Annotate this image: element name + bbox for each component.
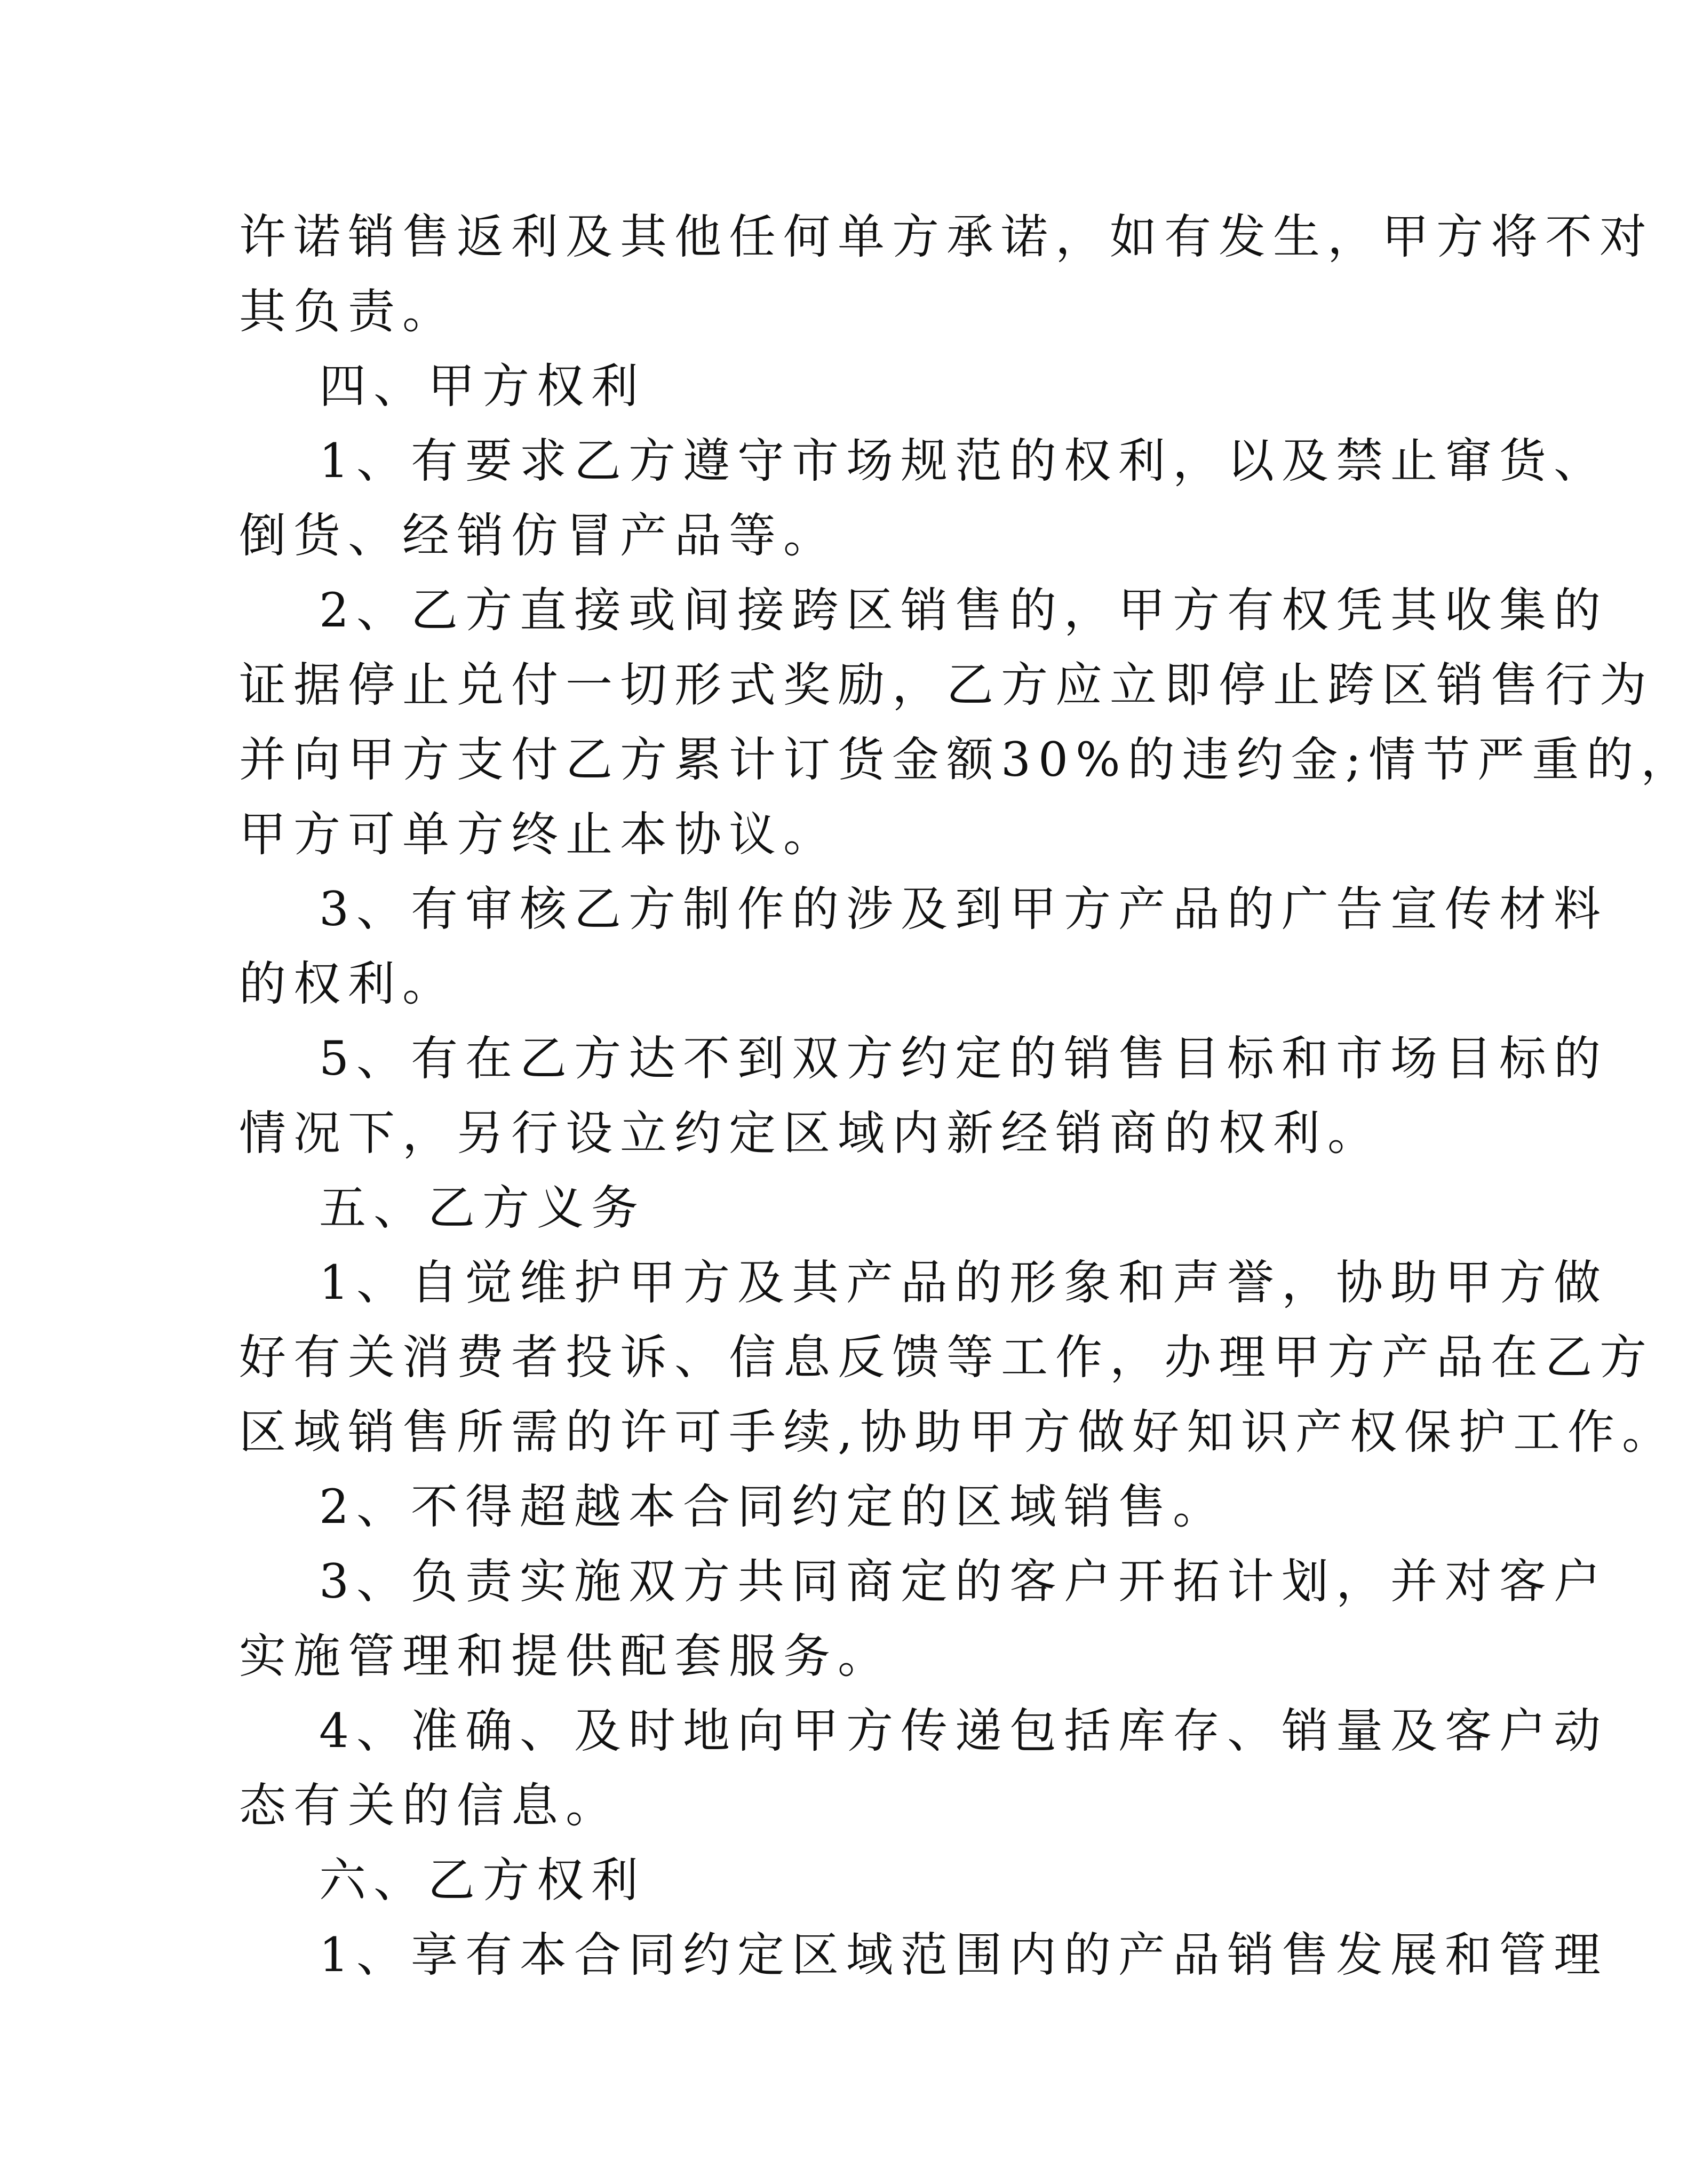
- text-line: 其负责。: [239, 284, 457, 339]
- text-line: 1、自觉维护甲方及其产品的形象和声誉，协助甲方做: [319, 1255, 1608, 1310]
- text-line: 许诺销售返利及其他任何单方承诺，如有发生，甲方将不对: [239, 209, 1654, 264]
- document-body: [239, 200, 1695, 1992]
- section-heading: 六、乙方权利: [319, 1853, 646, 1908]
- text-line: 3、有审核乙方制作的涉及到甲方产品的广告宣传材料: [319, 881, 1608, 936]
- text-line: 1、有要求乙方遵守市场规范的权利，以及禁止窜货、: [319, 433, 1608, 488]
- section-heading: 四、甲方权利: [319, 359, 646, 414]
- text-line: 好有关消费者投诉、信息反馈等工作，办理甲方产品在乙方: [239, 1330, 1654, 1385]
- text-line: 5、有在乙方达不到双方约定的销售目标和市场目标的: [319, 1031, 1608, 1086]
- text-line: 倒货、经销仿冒产品等。: [239, 508, 838, 563]
- text-line: 证据停止兑付一切形式奖励，乙方应立即停止跨区销售行为: [239, 657, 1654, 712]
- text-line: 的权利。: [239, 956, 457, 1011]
- text-line: 态有关的信息。: [239, 1778, 620, 1833]
- text-line: 3、负责实施双方共同商定的客户开拓计划，并对客户: [319, 1554, 1608, 1609]
- text-line: 4、准确、及时地向甲方传递包括库存、销量及客户动: [319, 1703, 1608, 1758]
- text-line: 甲方可单方终止本协议。: [239, 807, 838, 862]
- text-line: 2、乙方直接或间接跨区销售的，甲方有权凭其收集的: [319, 583, 1608, 638]
- section-heading: 五、乙方义务: [319, 1180, 646, 1235]
- text-line: 并向甲方支付乙方累计订货金额30%的违约金;情节严重的，: [239, 732, 1695, 787]
- text-line: 1、享有本合同约定区域范围内的产品销售发展和管理: [319, 1927, 1608, 1982]
- text-line: 情况下，另行设立约定区域内新经销商的权利。: [239, 1106, 1382, 1161]
- text-line: 2、不得超越本合同约定的区域销售。: [319, 1479, 1227, 1534]
- text-line: 区域销售所需的许可手续,协助甲方做好知识产权保护工作。: [239, 1404, 1676, 1459]
- text-line: 实施管理和提供配套服务。: [239, 1629, 893, 1683]
